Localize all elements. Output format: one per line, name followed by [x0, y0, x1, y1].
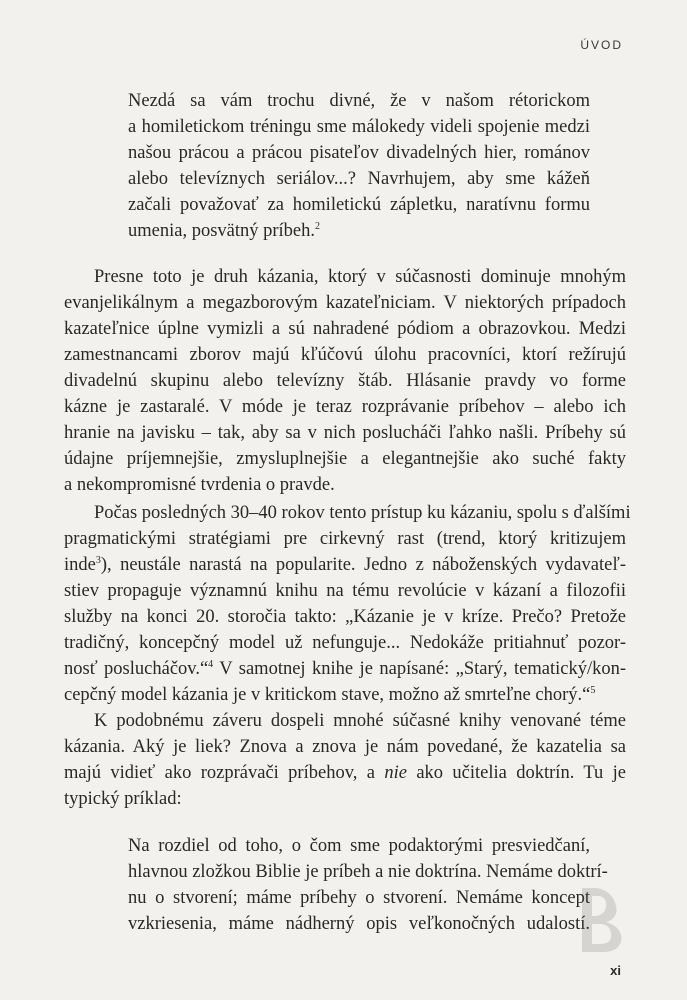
text-line — [94, 708, 626, 734]
publisher-watermark-icon — [570, 880, 630, 960]
text-line-part: nu o stvorení; máme príbehy o stvorení. Nemáme koncept — [128, 888, 590, 908]
page-number: xi — [610, 963, 621, 978]
text-line-part: zamestnancami zborov majú kľúčovú úlohu pracovníci, ktorí režírujú — [64, 345, 626, 365]
text-line-part: kázne je zastaralé. V móde je teraz rozprávanie príbehov – alebo ich — [64, 397, 626, 417]
text-line — [64, 394, 626, 420]
text-line — [64, 472, 364, 498]
footnote-marker: 3 — [95, 555, 101, 566]
footnote-marker: 4 — [208, 659, 214, 670]
text-line-part: stiev propaguje významnú knihu na tému revolúcie v kázaní a filozofii — [64, 581, 626, 601]
text-line-part: Nezdá sa vám trochu divné, že v našom rétorickom — [128, 91, 590, 111]
text-line — [64, 630, 626, 656]
text-line-part: našou prácou a prácou pisateľov divadelných hier, románov — [128, 143, 590, 163]
text-line-part: začali považovať za homiletickú zápletku, naratívnu formu — [128, 195, 590, 215]
text-line-part: hranie na javisku – tak, aby sa v nich poslucháči ľahko našli. Príbehy sú — [64, 423, 626, 443]
text-line-part: nosť poslucháčov.“ — [64, 659, 209, 679]
text-line-part: Presne toto je druh kázania, ktorý v súčasnosti dominuje mnohým — [94, 267, 626, 287]
text-line — [128, 114, 590, 140]
text-line-part: evanjelikálnym a megazborovým kazateľniciam. V niektorých prípadoch — [64, 293, 626, 313]
text-line — [128, 859, 608, 885]
text-line — [128, 218, 428, 244]
text-line — [64, 578, 626, 604]
running-head: ÚVOD — [580, 38, 623, 52]
text-line — [128, 192, 590, 218]
text-line-part: kazateľnice úplne vymizli a sú nahradené pódiom a obrazovkou. Medzi — [64, 319, 626, 339]
footnote-marker: 2 — [315, 221, 321, 232]
text-line — [94, 500, 631, 526]
text-line-part: V samotnej knihe je napísané: „Starý, tematický/kon- — [213, 659, 626, 679]
emphasis-text: nie — [384, 763, 407, 783]
text-line — [64, 760, 626, 786]
text-line-part: alebo televíznych seriálov...? Navrhujem, aby sme kážeň — [128, 169, 590, 189]
text-line-part: kázania. Aký je liek? Znova a znova je nám povedané, že kazatelia sa — [64, 737, 626, 757]
text-line — [94, 264, 626, 290]
text-line — [64, 552, 626, 578]
text-line — [64, 682, 620, 708]
text-line-part: cepčný model kázania je v kritickom stave, možno až smrteľne chorý.“ — [64, 685, 591, 705]
text-line — [64, 734, 626, 760]
text-line-part: ako učitelia doktrín. Tu je — [406, 763, 626, 783]
text-line-part: a homiletickom tréningu sme málokedy videli spojenie medzi — [128, 117, 590, 137]
text-line — [64, 342, 626, 368]
text-line-part: majú vidieť ako rozprávači príbehov, a — [64, 763, 385, 783]
text-line — [64, 526, 626, 552]
footnote-marker: 5 — [590, 685, 596, 696]
text-line-part: Na rozdiel od toho, o čom sme podaktorými presviedčaní, — [128, 836, 590, 856]
text-line — [64, 604, 626, 630]
text-line — [128, 911, 590, 937]
text-line-part: tradičný, koncepčný model už nefunguje... Nedokáže pritiahnuť pozor- — [64, 633, 626, 653]
text-line — [64, 656, 626, 682]
text-line — [128, 88, 590, 114]
text-line — [64, 316, 626, 342]
text-line — [128, 140, 590, 166]
text-line-part: vzkriesenia, máme nádherný opis veľkonočných udalostí. — [128, 914, 590, 934]
text-line-part: údajne príjemnejšie, zmysluplnejšie a elegantnejšie ako suché fakty — [64, 449, 626, 469]
text-line-part: inde — [64, 555, 96, 575]
text-line-part: služby na konci 20. storočia takto: „Kázanie je v kríze. Prečo? Pretože — [64, 607, 626, 627]
text-line-part: umenia, posvätný príbeh. — [128, 221, 316, 241]
text-line — [128, 833, 590, 859]
text-line — [128, 885, 590, 911]
text-line-part: divadelnú skupinu alebo televízny štáb. Hlásanie pravdy vo forme — [64, 371, 626, 391]
text-line-part: pragmatickými stratégiami pre cirkevný rast (trend, ktorý kritizujem — [64, 529, 626, 549]
text-line-part: K podobnému záveru dospeli mnohé súčasné knihy venované téme — [94, 711, 626, 731]
text-line-part: hlavnou zložkou Biblie je príbeh a nie doktrína. Nemáme doktrí- — [128, 862, 608, 882]
text-line — [64, 420, 626, 446]
text-line-part: a nekompromisné tvrdenia o pravde. — [64, 475, 335, 495]
text-line — [64, 446, 626, 472]
text-line-part: ), neustále narastá na popularite. Jedno z náboženských vydavateľ- — [100, 555, 626, 575]
text-line — [128, 166, 590, 192]
text-line-part: Počas posledných 30–40 rokov tento prístup ku kázaniu, spolu s ďalšími — [94, 503, 631, 523]
text-line — [64, 368, 626, 394]
text-line — [64, 290, 626, 316]
text-line — [64, 786, 264, 812]
text-line-part: typický príklad: — [64, 789, 182, 809]
